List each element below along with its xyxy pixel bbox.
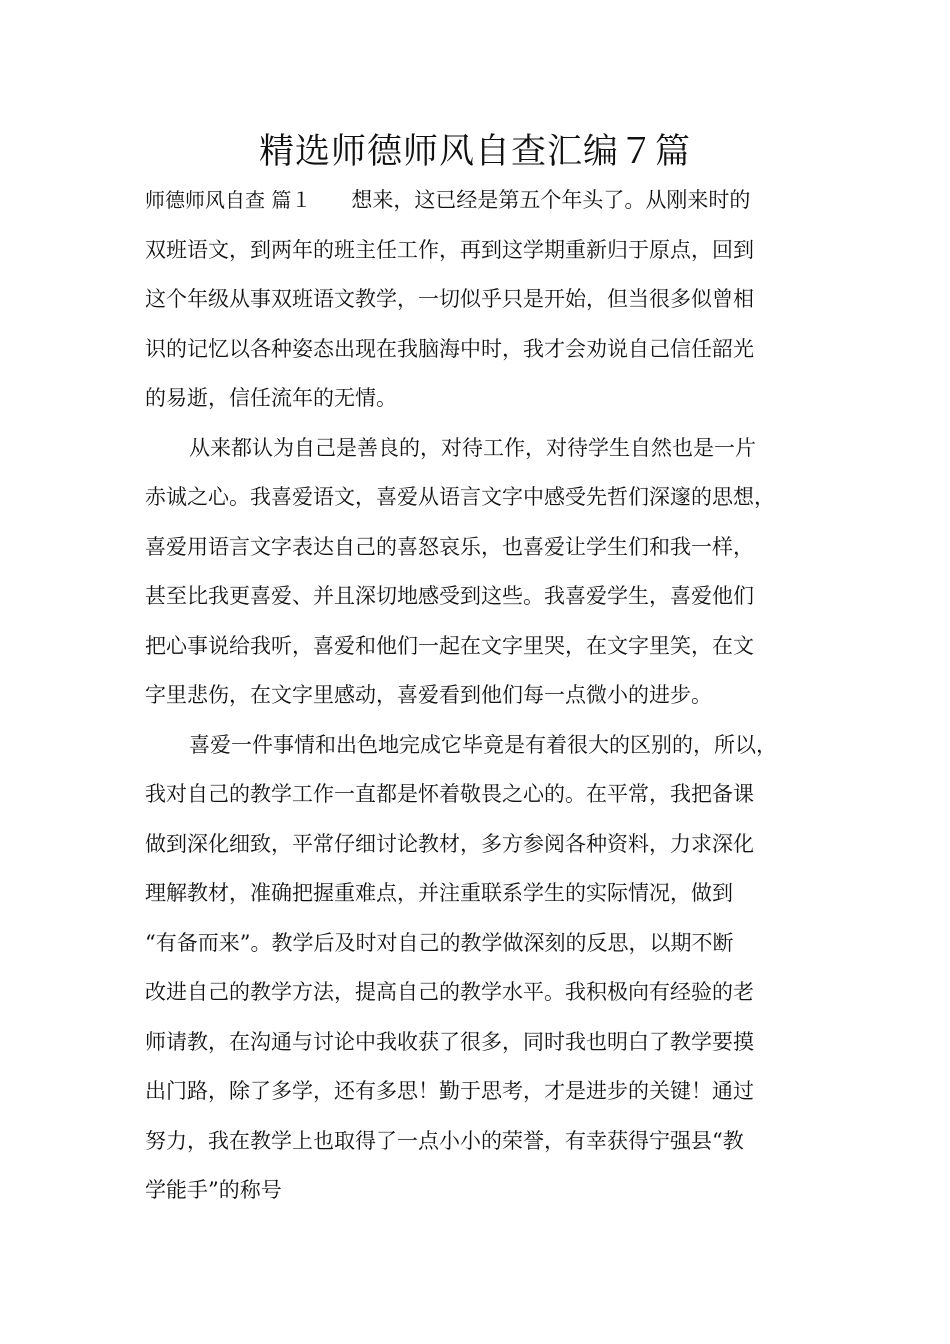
- paragraph-text: 想来，这已经是第五个年头了。从刚来时的: [351, 188, 751, 212]
- paragraph-line: 赤诚之心。我喜爱语文，喜爱从语言文字中感受先哲们深邃的思想，: [145, 485, 775, 509]
- paragraph-line: 从来都认为自己是善良的，对待工作，对待学生自然也是一片: [189, 435, 756, 460]
- paragraph-line: 的易逝，信任流年的无情。: [145, 386, 397, 410]
- paragraph-line: 这个年级从事双班语文教学，一切似乎只是开始，但当很多似曾相: [145, 287, 754, 311]
- paragraph-1: [145, 176, 835, 424]
- paragraph-line: 我对自己的教学工作一直都是怀着敬畏之心的。在平常，我把备课: [145, 782, 754, 806]
- paragraph-line: 理解教材，准确把握重难点，并注重联系学生的实际情况，做到: [145, 881, 733, 905]
- paragraph-line: 甚至比我更喜爱、并且深切地感受到这些。我喜爱学生，喜爱他们: [145, 584, 754, 608]
- paragraph-line: 把心事说给我听，喜爱和他们一起在文字里哭，在文字里笑，在文: [145, 633, 754, 658]
- paragraph-3: [145, 721, 835, 1216]
- paragraph-line: 字里悲伤，在文字里感动，喜爱看到他们每一点微小的进步。: [145, 683, 712, 707]
- paragraph-line: 喜爱用语言文字表达自己的喜怒哀乐，也喜爱让学生们和我一样，: [145, 534, 754, 559]
- paragraph-line: 师请教，在沟通与讨论中我收获了很多，同时我也明白了教学要摸: [145, 1029, 754, 1054]
- paragraph-line: 识的记忆以各种姿态出现在我脑海中时，我才会劝说自己信任韶光: [145, 336, 754, 361]
- paragraph-line: 努力，我在教学上也取得了一点小小的荣誉，有幸获得宁强县“教: [145, 1128, 744, 1153]
- paragraph-line: [145, 176, 835, 226]
- paragraph-line: 做到深化细致，平常仔细讨论教材，多方参阅各种资料，力求深化: [145, 831, 754, 856]
- paragraph-line: 改进自己的教学方法，提高自己的教学水平。我积极向有经验的老: [145, 980, 754, 1004]
- paragraph-line: 出门路，除了多学，还有多思！勤于思考，才是进步的关键！通过: [145, 1079, 754, 1103]
- section-label: 师德师风自查 篇１: [145, 188, 312, 212]
- document-body: [145, 176, 835, 1216]
- paragraph-line: 学能手”的称号: [145, 1178, 282, 1202]
- paragraph-line: “有备而来”。教学后及时对自己的教学做深刻的反思，以期不断: [145, 930, 734, 955]
- paragraph-line: 喜爱一件事情和出色地完成它毕竟是有着很大的区别的，所以，: [189, 732, 777, 757]
- paragraph-line: 双班语文，到两年的班主任工作，再到这学期重新归于原点，回到: [145, 237, 754, 262]
- document-title: 精选师德师风自查汇编７篇: [258, 132, 691, 172]
- paragraph-2: [145, 424, 835, 721]
